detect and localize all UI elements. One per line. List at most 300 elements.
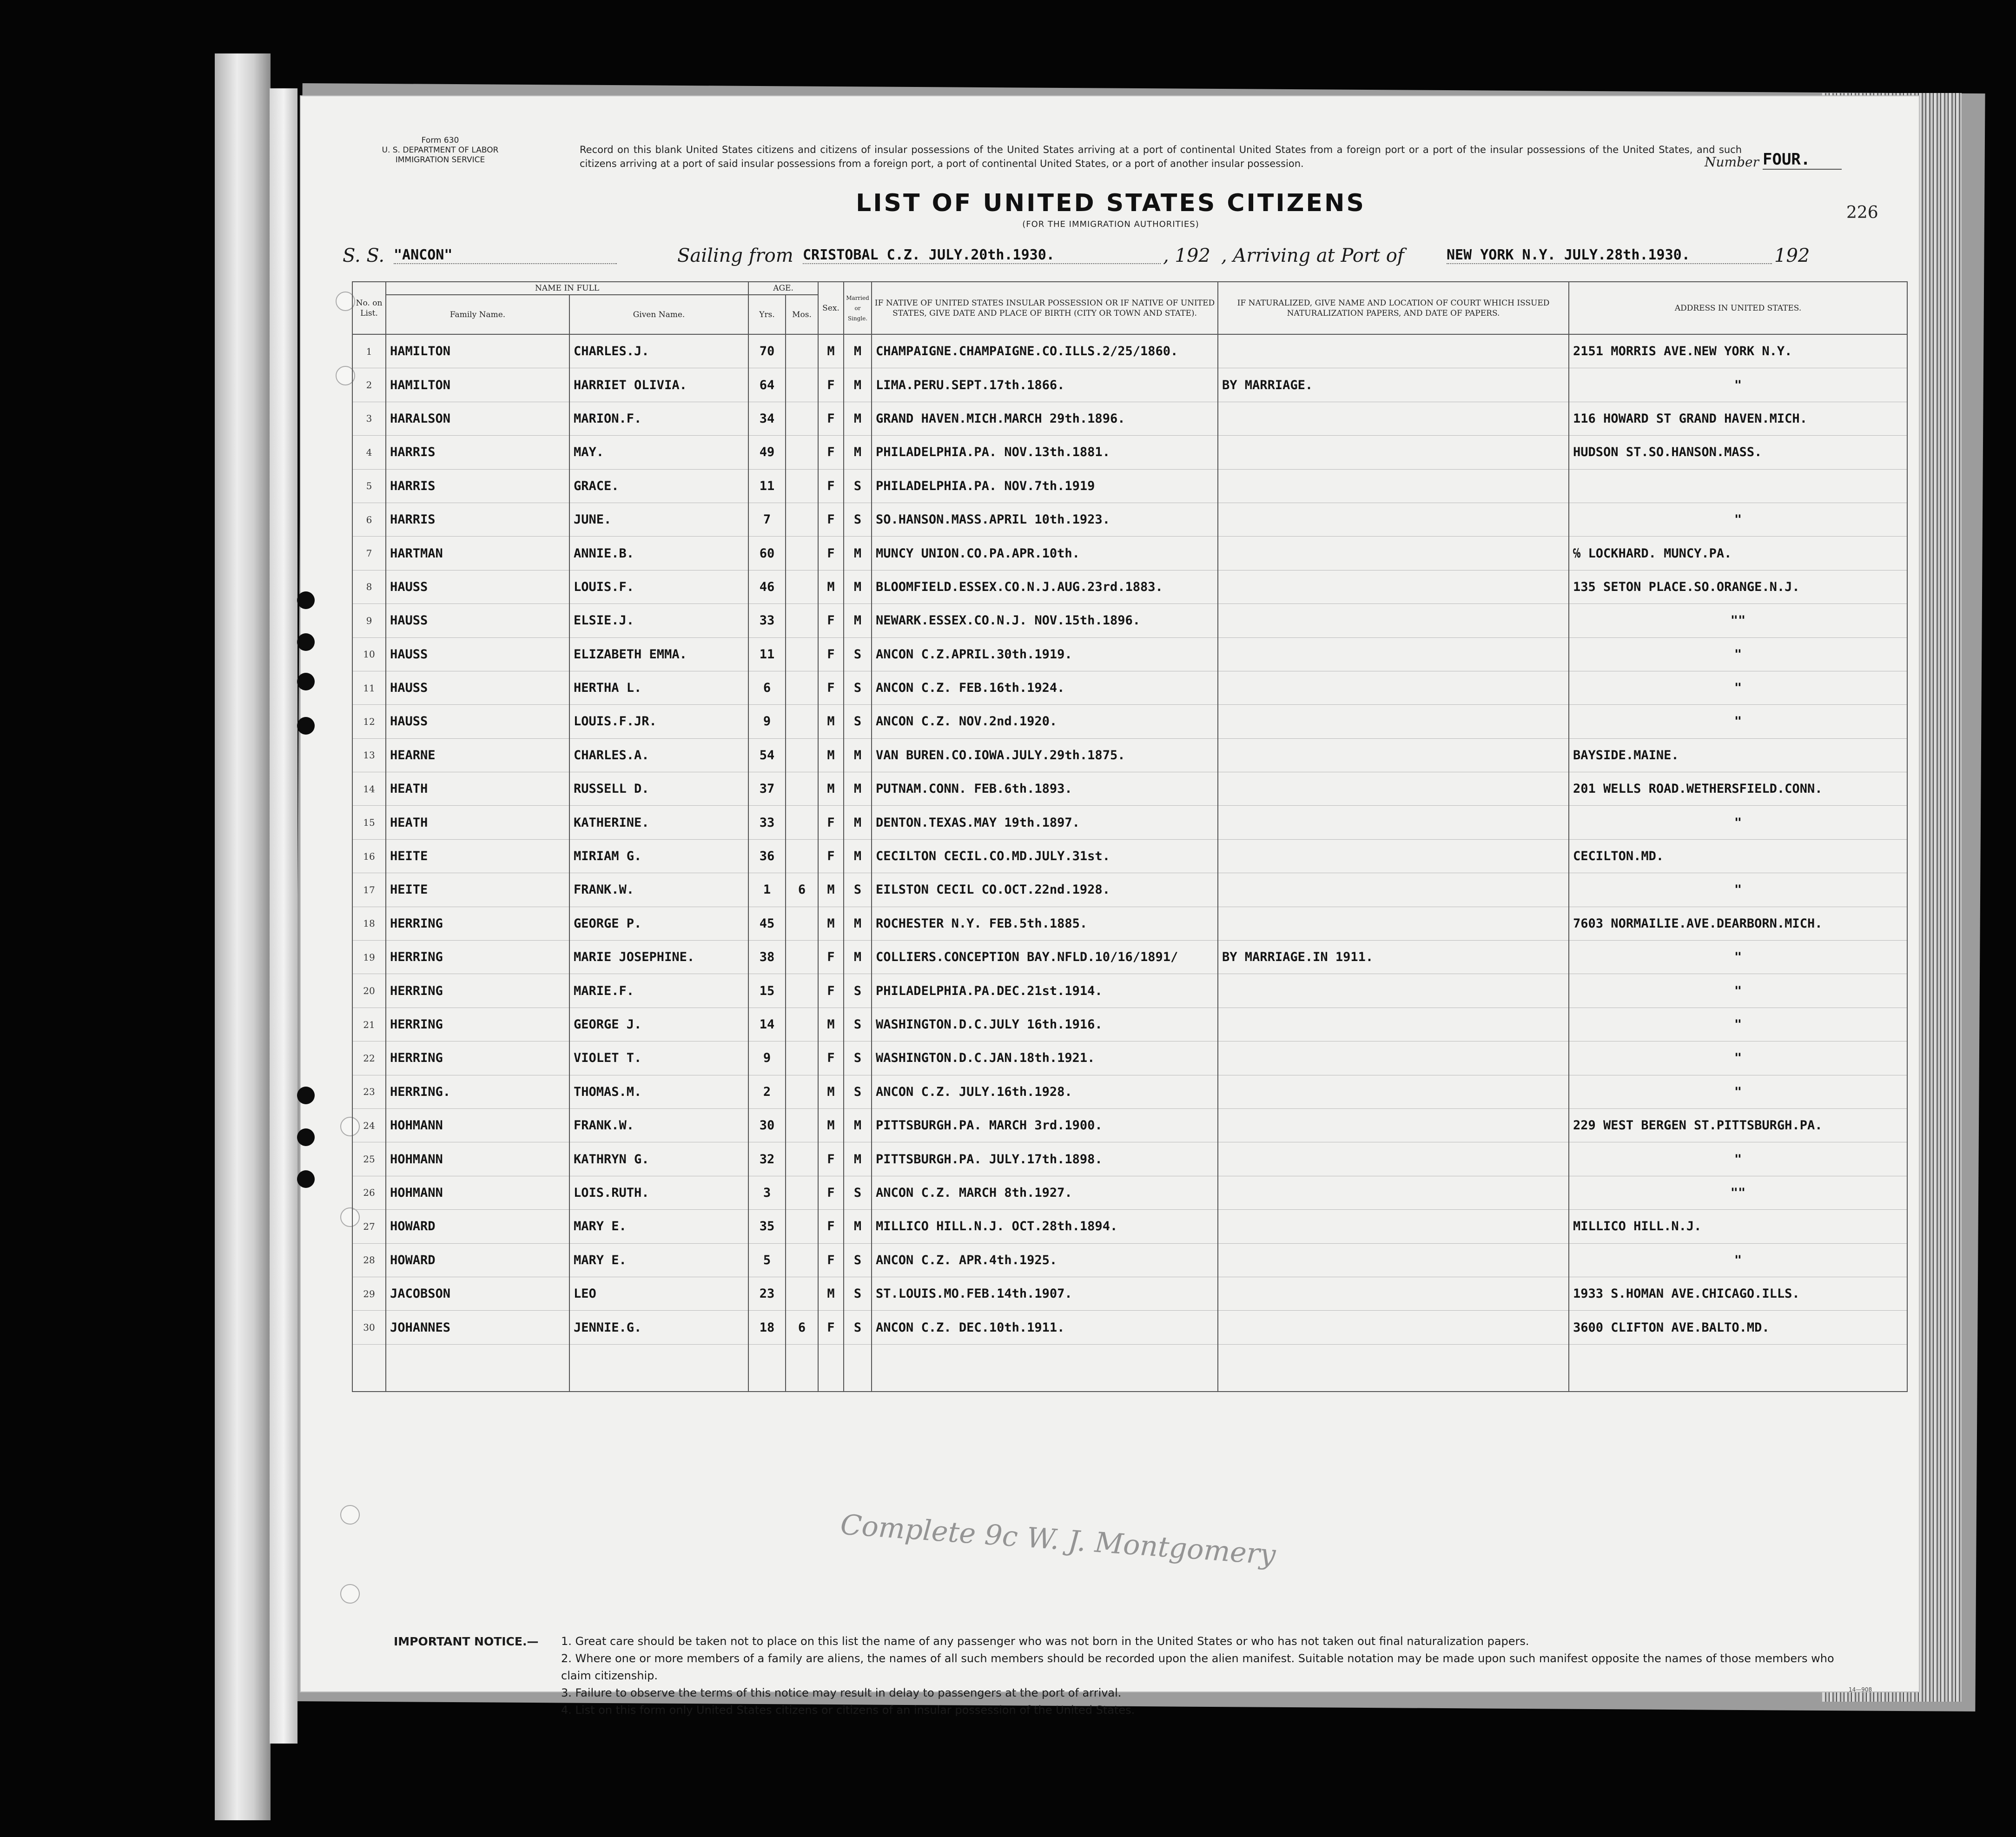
table-row xyxy=(352,806,1907,839)
us-address xyxy=(1569,469,1907,503)
marital-status: S xyxy=(844,1176,872,1209)
naturalization xyxy=(1218,537,1569,570)
given-name: MAY. xyxy=(569,436,748,469)
marital-status: S xyxy=(844,671,872,704)
punch-hole xyxy=(297,1128,315,1146)
birth-place-date: VAN BUREN.CO.IOWA.JULY.29th.1875. xyxy=(872,738,1218,772)
sex: F xyxy=(818,974,844,1008)
given-name: LOIS.RUTH. xyxy=(569,1176,748,1209)
family-name: HEATH xyxy=(386,772,569,806)
given-name: GEORGE J. xyxy=(569,1008,748,1041)
sex: F xyxy=(818,671,844,704)
family-name: HOHMANN xyxy=(386,1108,569,1142)
form-number: Form 630 xyxy=(421,136,459,145)
age-years: 6 xyxy=(748,671,786,704)
sex: F xyxy=(818,1142,844,1176)
family-name: JACOBSON xyxy=(386,1277,569,1310)
birth-place-date: ROCHESTER N.Y. FEB.5th.1885. xyxy=(872,907,1218,940)
given-name: MARIE.F. xyxy=(569,974,748,1008)
blank-cell xyxy=(786,1344,818,1392)
age-months xyxy=(786,1008,818,1041)
naturalization xyxy=(1218,772,1569,806)
table-row xyxy=(352,705,1907,738)
naturalization xyxy=(1218,570,1569,603)
marital-status: S xyxy=(844,1075,872,1108)
birth-place-date: PUTNAM.CONN. FEB.6th.1893. xyxy=(872,772,1218,806)
page-subtitle: (FOR THE IMMIGRATION AUTHORITIES) xyxy=(1022,219,1199,229)
notice-item: 1. Great care should be taken not to place on this list the name of any passenger who was not born in the United States or who has not taken out final naturalization papers. xyxy=(561,1635,1529,1648)
row-number: 28 xyxy=(352,1243,386,1277)
row-number: 11 xyxy=(352,671,386,704)
age-months xyxy=(786,974,818,1008)
age-years: 64 xyxy=(748,368,786,402)
naturalization xyxy=(1218,436,1569,469)
family-name: HERRING xyxy=(386,941,569,974)
family-name: HERRING xyxy=(386,1041,569,1075)
row-number: 7 xyxy=(352,537,386,570)
family-name: HAUSS xyxy=(386,570,569,603)
given-name: RUSSELL D. xyxy=(569,772,748,806)
marital-status: M xyxy=(844,1108,872,1142)
naturalization xyxy=(1218,1108,1569,1142)
naturalization: BY MARRIAGE.IN 1911. xyxy=(1218,941,1569,974)
row-number: 18 xyxy=(352,907,386,940)
notice-item: 3. Failure to observe the terms of this notice may result in delay to passengers at the port of arrival. xyxy=(561,1686,1122,1699)
family-name: HAMILTON xyxy=(386,368,569,402)
age-months xyxy=(786,637,818,671)
birth-place-date: ANCON C.Z. JULY.16th.1928. xyxy=(872,1075,1218,1108)
family-name: HOHMANN xyxy=(386,1142,569,1176)
passenger-rows xyxy=(352,334,1907,1392)
table-row xyxy=(352,469,1907,503)
us-address: " xyxy=(1569,1075,1907,1108)
naturalization xyxy=(1218,469,1569,503)
table-row xyxy=(352,1008,1907,1041)
sex: M xyxy=(818,705,844,738)
us-address: 7603 NORMAILIE.AVE.DEARBORN.MICH. xyxy=(1569,907,1907,940)
form-identifier xyxy=(352,136,529,165)
table-row xyxy=(352,1311,1907,1344)
punch-hole xyxy=(297,673,315,690)
family-name: HEITE xyxy=(386,839,569,873)
row-number: 5 xyxy=(352,469,386,503)
age-years: 1 xyxy=(748,873,786,907)
table-row xyxy=(352,637,1907,671)
punch-hole xyxy=(297,717,315,735)
birth-place-date: ANCON C.Z. NOV.2nd.1920. xyxy=(872,705,1218,738)
table-row xyxy=(352,402,1907,435)
age-years: 33 xyxy=(748,604,786,637)
arriving-label: , Arriving at Port of xyxy=(1221,245,1404,266)
number-label: Number xyxy=(1705,154,1759,170)
row-number: 24 xyxy=(352,1108,386,1142)
given-name: GRACE. xyxy=(569,469,748,503)
sex: F xyxy=(818,537,844,570)
table-row xyxy=(352,436,1907,469)
family-name: HOHMANN xyxy=(386,1176,569,1209)
birth-place-date: EILSTON CECIL CO.OCT.22nd.1928. xyxy=(872,873,1218,907)
us-address: CECILTON.MD. xyxy=(1569,839,1907,873)
marital-status: S xyxy=(844,974,872,1008)
table-row xyxy=(352,537,1907,570)
marital-status: S xyxy=(844,503,872,536)
age-months xyxy=(786,436,818,469)
age-months xyxy=(786,671,818,704)
birth-place-date: CECILTON CECIL.CO.MD.JULY.31st. xyxy=(872,839,1218,873)
row-number: 29 xyxy=(352,1277,386,1310)
marital-status: M xyxy=(844,806,872,839)
sex: F xyxy=(818,368,844,402)
naturalization xyxy=(1218,402,1569,435)
sex: M xyxy=(818,1075,844,1108)
birth-place-date: BLOOMFIELD.ESSEX.CO.N.J.AUG.23rd.1883. xyxy=(872,570,1218,603)
birth-place-date: ANCON C.Z. FEB.16th.1924. xyxy=(872,671,1218,704)
given-name: CHARLES.A. xyxy=(569,738,748,772)
row-number: 13 xyxy=(352,738,386,772)
family-name: HARRIS xyxy=(386,503,569,536)
arriving-at: NEW YORK N.Y. JULY.28th.1930. xyxy=(1447,247,1772,264)
given-name: ANNIE.B. xyxy=(569,537,748,570)
us-address: " xyxy=(1569,1008,1907,1041)
family-name: HERRING. xyxy=(386,1075,569,1108)
age-years: 70 xyxy=(748,334,786,368)
given-name: GEORGE P. xyxy=(569,907,748,940)
age-years: 11 xyxy=(748,637,786,671)
us-address: " xyxy=(1569,941,1907,974)
blank-row xyxy=(352,1344,1907,1392)
us-address: " xyxy=(1569,368,1907,402)
marital-status: M xyxy=(844,402,872,435)
age-years: 34 xyxy=(748,402,786,435)
year-suffix: , 192 xyxy=(1163,245,1210,266)
blank-cell xyxy=(818,1344,844,1392)
family-name: HARRIS xyxy=(386,469,569,503)
list-number: FOUR. xyxy=(1763,150,1842,170)
row-number: 19 xyxy=(352,941,386,974)
given-name: MARION.F. xyxy=(569,402,748,435)
sex: F xyxy=(818,503,844,536)
blank-cell xyxy=(1218,1344,1569,1392)
us-address: "" xyxy=(1569,604,1907,637)
passenger-table xyxy=(352,281,1908,1392)
table-row xyxy=(352,1210,1907,1243)
table-row xyxy=(352,839,1907,873)
age-years: 23 xyxy=(748,1277,786,1310)
table-row xyxy=(352,941,1907,974)
page-number: 226 xyxy=(1846,203,1878,222)
row-number: 30 xyxy=(352,1311,386,1344)
row-number: 20 xyxy=(352,974,386,1008)
age-months xyxy=(786,402,818,435)
birth-place-date: COLLIERS.CONCEPTION BAY.NFLD.10/16/1891/ xyxy=(872,941,1218,974)
table-row xyxy=(352,1277,1907,1310)
age-years: 54 xyxy=(748,738,786,772)
marital-status: M xyxy=(844,1210,872,1243)
us-address: "" xyxy=(1569,1176,1907,1209)
age-months xyxy=(786,1243,818,1277)
us-address: MILLICO HILL.N.J. xyxy=(1569,1210,1907,1243)
age-years: 7 xyxy=(748,503,786,536)
sex: F xyxy=(818,1041,844,1075)
marital-status: S xyxy=(844,637,872,671)
birth-place-date: ANCON C.Z.APRIL.30th.1919. xyxy=(872,637,1218,671)
naturalization xyxy=(1218,1075,1569,1108)
age-months xyxy=(786,806,818,839)
family-name: HERRING xyxy=(386,1008,569,1041)
sex: F xyxy=(818,604,844,637)
us-address: 116 HOWARD ST GRAND HAVEN.MICH. xyxy=(1569,402,1907,435)
age-years: 37 xyxy=(748,772,786,806)
notice-list xyxy=(561,1633,1863,1719)
col-header-no: No. on List. xyxy=(352,282,386,334)
punch-hole xyxy=(297,633,315,651)
birth-place-date: ANCON C.Z. APR.4th.1925. xyxy=(872,1243,1218,1277)
us-address: " xyxy=(1569,503,1907,536)
row-number: 6 xyxy=(352,503,386,536)
page-title: LIST OF UNITED STATES CITIZENS xyxy=(856,189,1366,217)
age-months xyxy=(786,1277,818,1310)
row-number: 14 xyxy=(352,772,386,806)
birth-place-date: DENTON.TEXAS.MAY 19th.1897. xyxy=(872,806,1218,839)
family-name: HAUSS xyxy=(386,671,569,704)
naturalization xyxy=(1218,1210,1569,1243)
us-address: " xyxy=(1569,974,1907,1008)
naturalization xyxy=(1218,1041,1569,1075)
naturalization xyxy=(1218,671,1569,704)
sex: M xyxy=(818,334,844,368)
age-years: 18 xyxy=(748,1311,786,1344)
us-address: " xyxy=(1569,1142,1907,1176)
age-years: 35 xyxy=(748,1210,786,1243)
age-months xyxy=(786,1075,818,1108)
naturalization xyxy=(1218,806,1569,839)
marital-status: M xyxy=(844,839,872,873)
sex: F xyxy=(818,402,844,435)
given-name: FRANK.W. xyxy=(569,1108,748,1142)
table-row xyxy=(352,1176,1907,1209)
us-address: " xyxy=(1569,637,1907,671)
table-row xyxy=(352,1075,1907,1108)
given-name: HERTHA L. xyxy=(569,671,748,704)
marital-status: M xyxy=(844,537,872,570)
given-name: LOUIS.F.JR. xyxy=(569,705,748,738)
sex: M xyxy=(818,873,844,907)
table-row xyxy=(352,671,1907,704)
blank-cell xyxy=(844,1344,872,1392)
family-name: HAMILTON xyxy=(386,334,569,368)
sex: F xyxy=(818,806,844,839)
marital-status: M xyxy=(844,941,872,974)
given-name: MARIE JOSEPHINE. xyxy=(569,941,748,974)
naturalization xyxy=(1218,1311,1569,1344)
table-row xyxy=(352,1243,1907,1277)
naturalization xyxy=(1218,738,1569,772)
naturalization xyxy=(1218,907,1569,940)
family-name: HEITE xyxy=(386,873,569,907)
age-months: 6 xyxy=(786,1311,818,1344)
age-years: 9 xyxy=(748,1041,786,1075)
age-years: 3 xyxy=(748,1176,786,1209)
us-address: BAYSIDE.MAINE. xyxy=(1569,738,1907,772)
given-name: JUNE. xyxy=(569,503,748,536)
table-row xyxy=(352,503,1907,536)
table-row xyxy=(352,738,1907,772)
intro-text: Record on this blank United States citizens and citizens of insular possessions of the United States arriving at a port of continental United States from a foreign port or a port of the insular possessions of the United States, and such citizens arriving at a port of said insular possessions from a foreign port, a port of continental United States, or a port of another insular possession. xyxy=(580,144,1742,169)
age-years: 45 xyxy=(748,907,786,940)
family-name: HAUSS xyxy=(386,637,569,671)
year-suffix: 192 xyxy=(1774,245,1810,266)
family-name: HARRIS xyxy=(386,436,569,469)
age-months xyxy=(786,604,818,637)
marital-status: S xyxy=(844,1041,872,1075)
family-name: HERRING xyxy=(386,907,569,940)
row-number: 16 xyxy=(352,839,386,873)
naturalization xyxy=(1218,334,1569,368)
naturalization xyxy=(1218,1243,1569,1277)
blank-cell xyxy=(569,1344,748,1392)
age-months xyxy=(786,941,818,974)
blank-cell xyxy=(386,1344,569,1392)
given-name: FRANK.W. xyxy=(569,873,748,907)
row-number: 4 xyxy=(352,436,386,469)
age-years: 30 xyxy=(748,1108,786,1142)
given-name: KATHERINE. xyxy=(569,806,748,839)
marital-status: S xyxy=(844,1277,872,1310)
us-address: " xyxy=(1569,806,1907,839)
sex: M xyxy=(818,1008,844,1041)
ship-name: "ANCON" xyxy=(394,247,617,264)
naturalization xyxy=(1218,1277,1569,1310)
us-address: " xyxy=(1569,671,1907,704)
given-name: CHARLES.J. xyxy=(569,334,748,368)
age-months xyxy=(786,1210,818,1243)
age-years: 15 xyxy=(748,974,786,1008)
us-address: 1933 S.HOMAN AVE.CHICAGO.ILLS. xyxy=(1569,1277,1907,1310)
marital-status: S xyxy=(844,1311,872,1344)
age-months xyxy=(786,839,818,873)
given-name: MARY E. xyxy=(569,1210,748,1243)
given-name: JENNIE.G. xyxy=(569,1311,748,1344)
birth-place-date: MUNCY UNION.CO.PA.APR.10th. xyxy=(872,537,1218,570)
form-code: 14—908 xyxy=(1849,1686,1872,1693)
row-number: 1 xyxy=(352,334,386,368)
row-number: 17 xyxy=(352,873,386,907)
age-years: 36 xyxy=(748,839,786,873)
naturalization: BY MARRIAGE. xyxy=(1218,368,1569,402)
row-number: 21 xyxy=(352,1008,386,1041)
birth-place-date: LIMA.PERU.SEPT.17th.1866. xyxy=(872,368,1218,402)
us-address: " xyxy=(1569,705,1907,738)
us-address: 3600 CLIFTON AVE.BALTO.MD. xyxy=(1569,1311,1907,1344)
naturalization xyxy=(1218,604,1569,637)
notice-item: 2. Where one or more members of a family are aliens, the names of all such members should be recorded upon the alien manifest. Suitable notation may be made upon such manifest opposite the names of those members who claim citizenship. xyxy=(561,1652,1834,1682)
sex: M xyxy=(818,570,844,603)
family-name: HAUSS xyxy=(386,604,569,637)
given-name: LEO xyxy=(569,1277,748,1310)
age-months: 6 xyxy=(786,873,818,907)
naturalization xyxy=(1218,637,1569,671)
naturalization xyxy=(1218,1142,1569,1176)
row-number: 2 xyxy=(352,368,386,402)
blank-cell xyxy=(872,1344,1218,1392)
sex: F xyxy=(818,1176,844,1209)
col-header-age: AGE. xyxy=(748,282,818,295)
us-address: 2151 MORRIS AVE.NEW YORK N.Y. xyxy=(1569,334,1907,368)
sex: M xyxy=(818,1277,844,1310)
sex: F xyxy=(818,1243,844,1277)
age-months xyxy=(786,503,818,536)
us-address: HUDSON ST.SO.HANSON.MASS. xyxy=(1569,436,1907,469)
sex: M xyxy=(818,738,844,772)
given-name: HARRIET OLIVIA. xyxy=(569,368,748,402)
age-months xyxy=(786,1176,818,1209)
row-number: 3 xyxy=(352,402,386,435)
col-header-sex: Sex. xyxy=(818,282,844,334)
birth-place-date: GRAND HAVEN.MICH.MARCH 29th.1896. xyxy=(872,402,1218,435)
age-years: 49 xyxy=(748,436,786,469)
given-name: THOMAS.M. xyxy=(569,1075,748,1108)
given-name: VIOLET T. xyxy=(569,1041,748,1075)
age-years: 5 xyxy=(748,1243,786,1277)
naturalization xyxy=(1218,1008,1569,1041)
naturalization xyxy=(1218,1176,1569,1209)
family-name: HEATH xyxy=(386,806,569,839)
age-months xyxy=(786,537,818,570)
age-years: 14 xyxy=(748,1008,786,1041)
age-years: 2 xyxy=(748,1075,786,1108)
given-name: MIRIAM G. xyxy=(569,839,748,873)
age-months xyxy=(786,469,818,503)
sex: M xyxy=(818,1108,844,1142)
us-address: " xyxy=(1569,1041,1907,1075)
marital-status: S xyxy=(844,705,872,738)
voyage-line xyxy=(343,245,1867,273)
age-months xyxy=(786,907,818,940)
clerk-annotation: Complete 9c W. J. Montgomery xyxy=(839,1508,1277,1572)
punch-hole xyxy=(297,1170,315,1188)
table-row xyxy=(352,907,1907,940)
us-address: 229 WEST BERGEN ST.PITTSBURGH.PA. xyxy=(1569,1108,1907,1142)
sex: F xyxy=(818,637,844,671)
table-row xyxy=(352,974,1907,1008)
birth-place-date: PHILADELPHIA.PA. NOV.7th.1919 xyxy=(872,469,1218,503)
marital-status: S xyxy=(844,1243,872,1277)
naturalization xyxy=(1218,705,1569,738)
family-name: HERRING xyxy=(386,974,569,1008)
sex: F xyxy=(818,436,844,469)
family-name: HEARNE xyxy=(386,738,569,772)
punch-hole xyxy=(340,1584,360,1604)
sex: M xyxy=(818,907,844,940)
table-row xyxy=(352,873,1907,907)
table-row xyxy=(352,604,1907,637)
table-row xyxy=(352,570,1907,603)
col-header-birth: IF NATIVE OF UNITED STATES INSULAR POSSESSION OR IF NATIVE OF UNITED STATES, GIVE DATE AND PLACE OF BIRTH (CITY OR TOWN AND STATE). xyxy=(872,282,1218,334)
row-number: 27 xyxy=(352,1210,386,1243)
naturalization xyxy=(1218,873,1569,907)
marital-status: S xyxy=(844,1008,872,1041)
birth-place-date: PITTSBURGH.PA. JULY.17th.1898. xyxy=(872,1142,1218,1176)
family-name: HARALSON xyxy=(386,402,569,435)
family-name: HAUSS xyxy=(386,705,569,738)
birth-place-date: ANCON C.Z. DEC.10th.1911. xyxy=(872,1311,1218,1344)
binding-strip xyxy=(215,53,271,1820)
age-years: 46 xyxy=(748,570,786,603)
table-row xyxy=(352,368,1907,402)
row-number: 8 xyxy=(352,570,386,603)
birth-place-date: MILLICO HILL.N.J. OCT.28th.1894. xyxy=(872,1210,1218,1243)
given-name: LOUIS.F. xyxy=(569,570,748,603)
